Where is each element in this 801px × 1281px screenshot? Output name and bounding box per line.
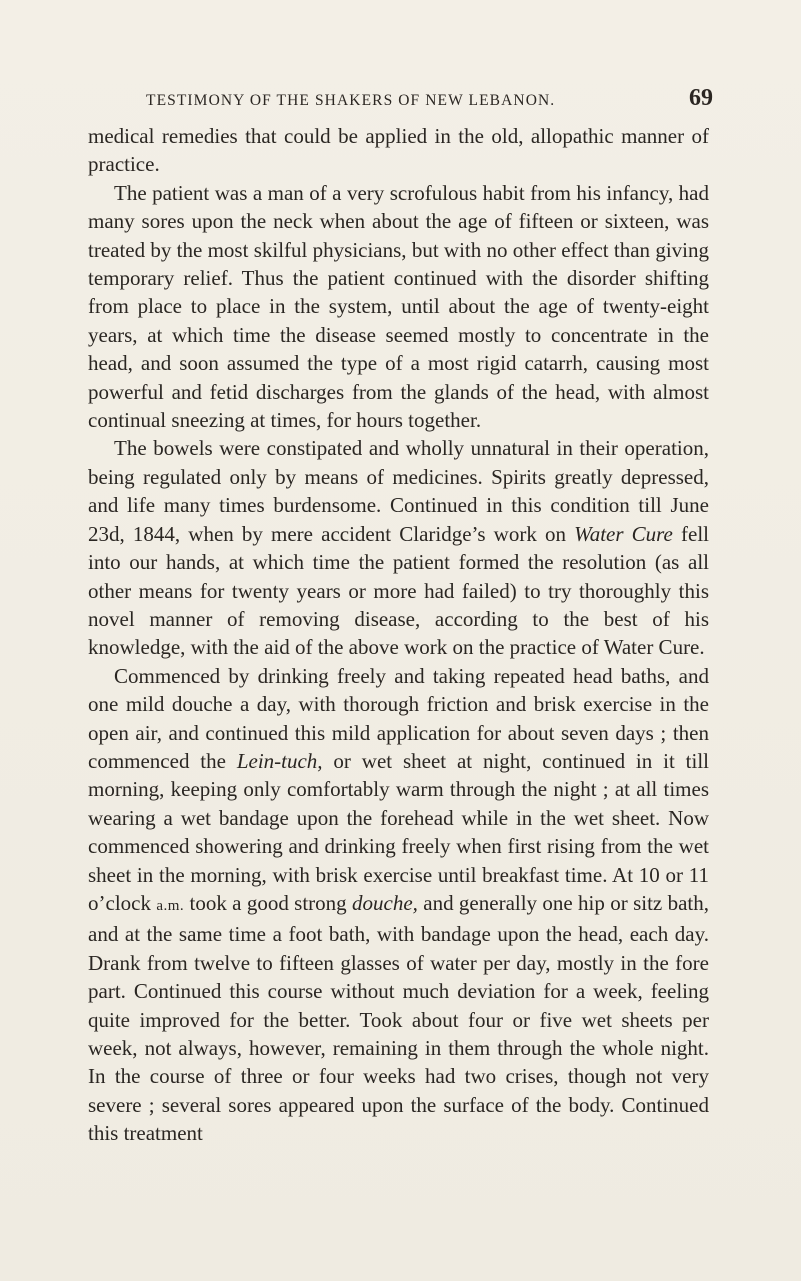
- paragraph-continuation: medical remedies that could be applied in the old, allopathic manner of practice.: [88, 124, 709, 177]
- text-segment: The bowels were constipated and wholly unnatural in their operation, being regulated only by means of medicines. Spirits greatly depressed, and life many times burdensome. Continued in this condition till June 23d, 1844, when by mere accident Claridge’s work on: [88, 436, 709, 546]
- term-douche: douche,: [352, 890, 418, 915]
- text-segment: and generally one hip or sitz bath, and at the same time a foot bath, with bandage upon the head, each day. Drank from twelve to fifteen glasses of water per day, mostly in the fore part. Continued this course without much deviation for a week, feeling quite improved for the better. Took about four or five wet sheets per week, not always, however, remaining in them through the whole night. In the course of three or four weeks had two crises, though not very severe ; several sores appeared upon the surface of the body. Continued this treatment: [88, 890, 709, 1146]
- time-abbreviation: a.m.: [156, 897, 185, 914]
- running-title: TESTIMONY OF THE SHAKERS OF NEW LEBANON.: [146, 92, 556, 109]
- paragraph-bowels-and-water-cure: [88, 434, 709, 661]
- text-segment: took a good strong: [184, 890, 353, 915]
- running-head: [88, 82, 713, 116]
- text-segment: or wet sheet at night, continued in it till morning, keeping only comfortably warm through the night ; at all times wearing a wet bandage upon the forehead while in the wet sheet. Now commenced showering and drinking freely when first rising from the wet sheet in the morning, with brisk exercise until breakfast time. At 10 or 11 o’clock: [88, 748, 709, 915]
- text-segment: fell into our hands, at which time the patient formed the resolution (as all other means for twenty years or more had failed) to try thoroughly this novel manner of removing disease, according to the best of his knowledge, with the aid of the above work on the practice of Water Cure.: [88, 521, 710, 660]
- term-lein-tuch: Lein-tuch,: [236, 748, 323, 773]
- page-number: 69: [689, 85, 713, 111]
- body-text: [88, 122, 709, 1148]
- text-segment: Commenced by drinking freely and taking repeated head baths, and one mild douche a day, with thorough friction and brisk exercise in the open air, and continued this mild application for about seven days ; then commenced the: [88, 663, 709, 773]
- book-title-water-cure: Water Cure: [574, 521, 673, 546]
- paragraph-patient-history: The patient was a man of a very scrofulous habit from his infancy, had many sores upon the neck when about the age of fifteen or sixteen, was treated by the most skilful physicians, but with no other effect than giving temporary relief. Thus the patient continued with the disorder shifting from place to place in the system, until about the age of twenty-eight years, at which time the disease seemed mostly to concentrate in the head, and soon assumed the type of a most rigid catarrh, causing most powerful and fetid discharges from the glands of the head, with almost continual sneezing at times, for hours together.: [88, 180, 709, 433]
- paragraph-treatment-course: [88, 662, 709, 1148]
